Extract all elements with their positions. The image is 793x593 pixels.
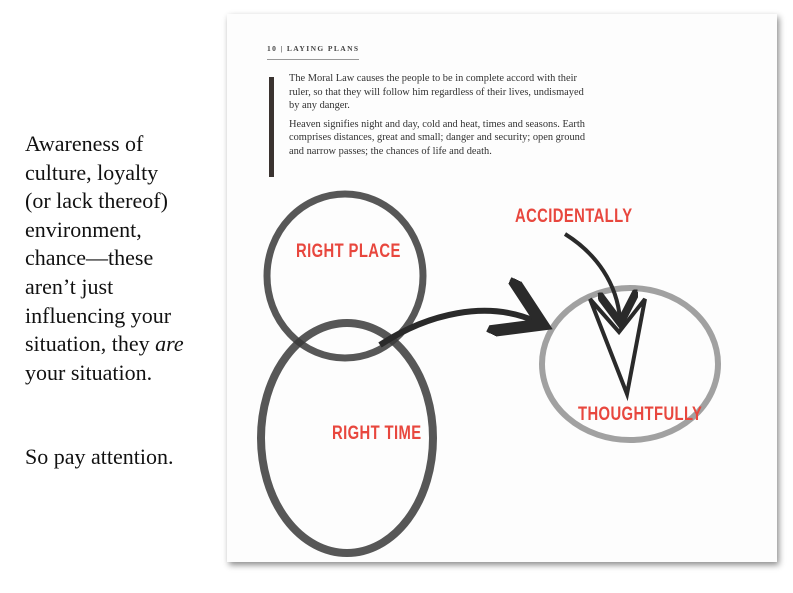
book-page-image (227, 14, 777, 562)
page-header: 10 | LAYING PLANS (267, 44, 359, 60)
emphasis: are (155, 331, 184, 357)
text-line: aren’t just (25, 273, 114, 299)
text-line: your situation. (25, 359, 153, 385)
accidentally-label: ACCIDENTALLY (515, 206, 633, 227)
text-line: culture, loyalty (25, 159, 159, 185)
text-line: influencing your (25, 302, 172, 328)
thoughtfully-label: THOUGHTFULLY (578, 404, 703, 425)
text-line (25, 330, 184, 359)
right-time-label: RIGHT TIME (332, 423, 422, 444)
text-line: chance—these (25, 245, 154, 271)
quote-paragraph: Heaven signifies night and day, cold and heat, times and seasons. Earth comprises distances, great and small; danger and security; open ground and narrow passes; the chances of life and death. (289, 118, 586, 157)
diagram (227, 14, 777, 562)
slide-text (25, 130, 184, 472)
text-line: Awareness of (25, 131, 144, 156)
right-place-label: RIGHT PLACE (296, 241, 401, 262)
closing-line: So pay attention. (25, 444, 174, 470)
text-line: environment, (25, 216, 142, 242)
quote-paragraph: The Moral Law causes the people to be in complete accord with their ruler, so that they will follow him regardless of their lives, undismayed by any danger. (289, 73, 584, 112)
text-line: (or lack thereof) (25, 188, 168, 214)
text-fragment: situation, they (25, 331, 156, 357)
